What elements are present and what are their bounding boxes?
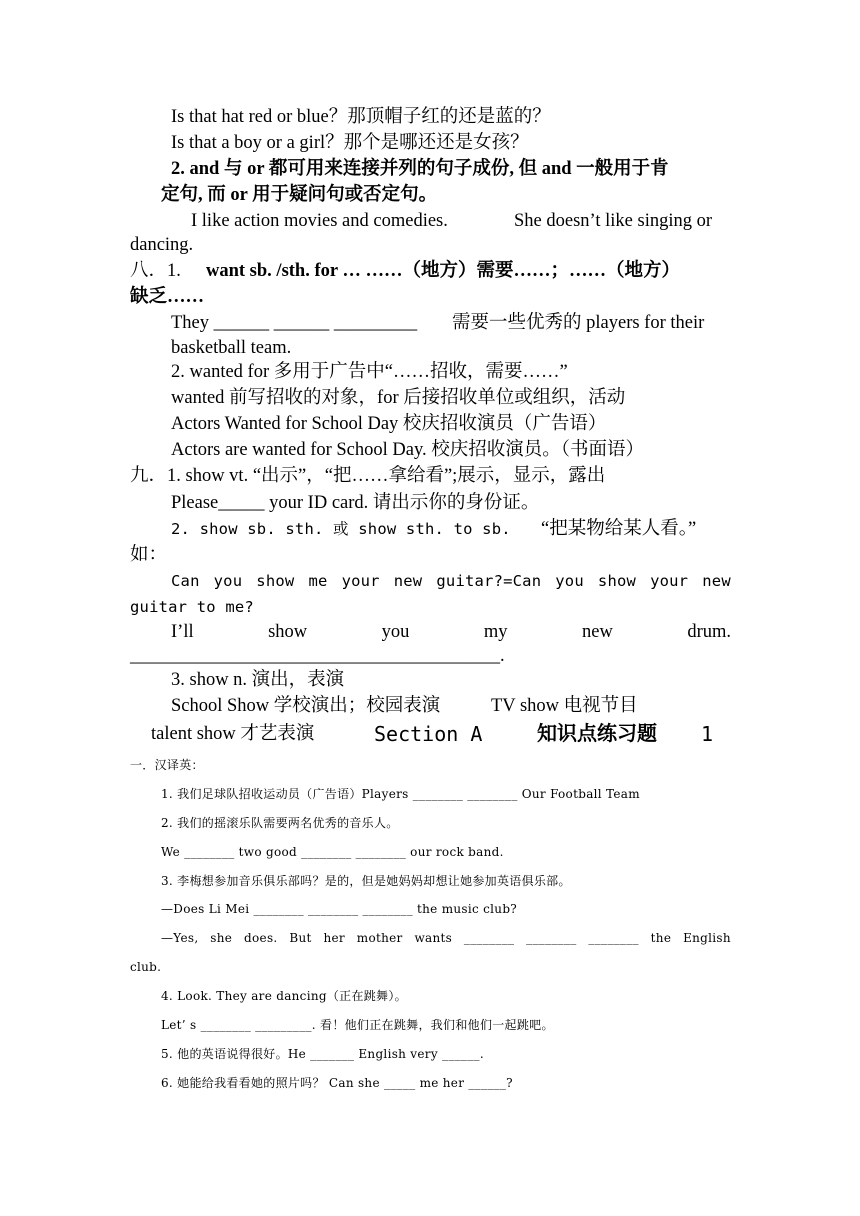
- word: mother: [356, 931, 403, 945]
- word: her: [323, 931, 345, 945]
- text-line: 2. show sb. sth. 或 show sth. to sb.: [171, 520, 511, 538]
- text-line: She doesn’t like singing or: [514, 211, 713, 231]
- section-heading: 知识点练习题: [537, 723, 657, 745]
- word: you: [381, 622, 410, 642]
- word: show: [256, 572, 295, 590]
- text-line: talent show 才艺表演: [151, 724, 315, 744]
- exercise-item: 6. 她能给我看看她的照片吗？ Can she _____ me her ______?: [161, 1076, 513, 1090]
- word: wants: [414, 931, 453, 945]
- word: ________: [588, 931, 639, 945]
- exercise-item: Let’ s ________ _________. 看！他们正在跳舞，我们和他们一起跳吧。: [161, 1018, 554, 1032]
- word: new: [582, 622, 613, 642]
- text-line-justified: [171, 620, 731, 644]
- text-line: Is that hat red or blue？那顶帽子红的还是蓝的？: [171, 107, 551, 127]
- text-line: guitar to me?: [130, 598, 254, 616]
- word: she: [210, 931, 233, 945]
- word: new: [702, 572, 731, 590]
- word: I’ll: [171, 622, 194, 642]
- exercise-item: 1. 我们足球队招收运动员（广告语）Players ________ ________ Our Football Team: [161, 787, 640, 801]
- section-number: 八．1.: [130, 261, 181, 281]
- exercise-item: 3. 李梅想参加音乐俱乐部吗？是的，但是她妈妈却想让她参加英语俱乐部。: [161, 874, 571, 888]
- text-line: dancing.: [130, 235, 194, 255]
- text-line: Is that a boy or a girl？那个是哪还还是女孩？: [171, 133, 529, 153]
- text-line: wanted 前写招收的对象，for 后接招收单位或组织，活动: [171, 388, 626, 408]
- text-line-bold: 定句, 而 or 用于疑问句或否定句。: [161, 185, 438, 205]
- text-line: TV show 电视节目: [491, 696, 638, 716]
- word: Can: [171, 572, 200, 590]
- word: your: [341, 572, 380, 590]
- word: show: [597, 572, 637, 590]
- text-line: basketball team.: [171, 338, 292, 358]
- word: —Yes,: [161, 931, 199, 945]
- text-line: 3. show n. 演出，表演: [171, 670, 345, 690]
- exercise-item: 5. 他的英语说得很好。He _______ English very ______.: [161, 1047, 484, 1061]
- text-line: 2. wanted for 多用于广告中“……招收，需要……”: [171, 362, 568, 382]
- text-line: Actors are wanted for School Day. 校庆招收演员。（书面语）: [171, 440, 645, 460]
- text-line: 如：: [130, 545, 168, 565]
- word: you: [213, 572, 243, 590]
- word: show: [268, 622, 308, 642]
- word: you: [555, 572, 584, 590]
- section-heading-number: 1: [701, 722, 714, 746]
- word: your: [650, 572, 689, 590]
- text-line: 需要一些优秀的 players for their: [452, 313, 705, 333]
- word: my: [483, 622, 508, 642]
- word: ________: [526, 931, 577, 945]
- text-line-justified: [171, 569, 731, 593]
- word: But: [289, 931, 312, 945]
- word: English: [683, 931, 731, 945]
- text-line-bold: 2. and 与 or 都可用来连接并列的句子成份, 但 and 一般用于肯: [171, 159, 669, 179]
- word: does.: [244, 931, 278, 945]
- text-line: “把某物给某人看。”: [541, 519, 697, 539]
- exercise-item: —Does Li Mei ________ ________ ________ the music club?: [161, 902, 518, 916]
- exercise-heading: 一．汉译英：: [130, 758, 204, 772]
- exercise-item: club.: [130, 960, 162, 974]
- word: new: [393, 572, 423, 590]
- word: drum.: [687, 622, 731, 642]
- exercise-item: 2. 我们的摇滚乐队需要两名优秀的音乐人。: [161, 816, 399, 830]
- word: ________: [463, 931, 515, 945]
- text-line: I like action movies and comedies.: [191, 211, 448, 231]
- text-line: Please_____ your ID card. 请出示你的身份证。: [171, 493, 540, 513]
- answer-blank-line: ________________________________________.: [130, 646, 505, 666]
- text-line-bold: want sb. /sth. for … ……（地方）需要……；……（地方）: [206, 261, 681, 281]
- exercise-item: We ________ two good ________ ________ our rock band.: [161, 845, 504, 859]
- section-heading: Section A: [374, 722, 483, 746]
- word: me: [308, 572, 328, 590]
- text-line: 九．1. show vt. “出示”，“把……拿给看”;展示，显示，露出: [130, 466, 606, 486]
- text-line: They ______ ______ _________: [171, 313, 418, 333]
- text-line: Actors Wanted for School Day 校庆招收演员（广告语）: [171, 414, 607, 434]
- exercise-item-justified: [161, 929, 731, 947]
- text-line: School Show 学校演出；校园表演: [171, 696, 441, 716]
- word: guitar?=Can: [436, 572, 542, 590]
- exercise-item: 4. Look. They are dancing（正在跳舞）。: [161, 989, 407, 1003]
- word: the: [650, 931, 672, 945]
- text-line-bold: 缺乏……: [130, 287, 205, 307]
